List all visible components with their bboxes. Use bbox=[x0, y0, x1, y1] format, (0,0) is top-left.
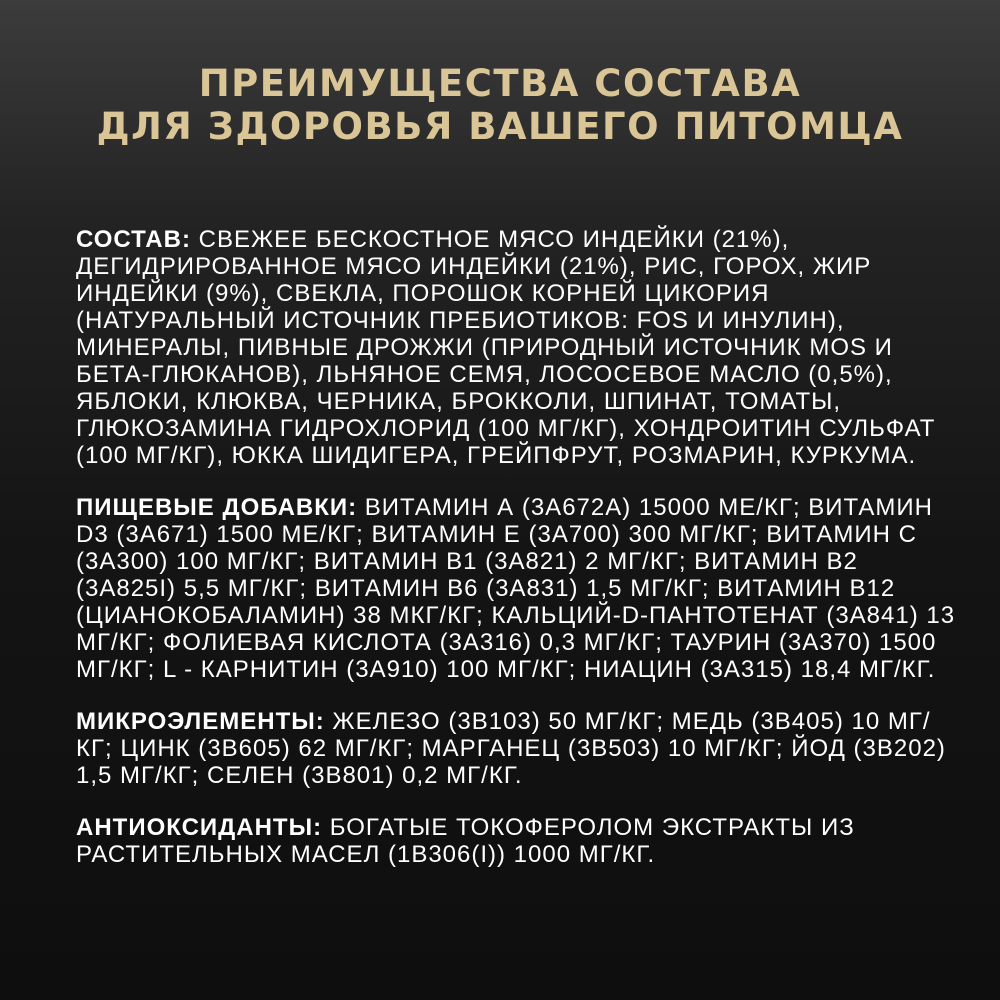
composition-text: СВЕЖЕЕ БЕСКОСТНОЕ МЯСО ИНДЕЙКИ (21%), ДЕГИДРИРОВАННОЕ МЯСО ИНДЕЙКИ (21%), РИС, ГОРОХ, ЖИР ИНДЕЙКИ (9%), СВЕКЛА, ПОРОШОК КОРНЕЙ ЦИКОРИЯ (НАТУРАЛЬНЫЙ ИСТОЧНИК ПРЕБИОТИКОВ: FOS И ИНУЛИН), МИНЕРАЛЫ, ПИВНЫЕ ДРОЖЖИ (ПРИРОДНЫЙ ИСТОЧНИК MOS И БЕТА-ГЛЮКАНОВ), ЛЬНЯНОЕ СЕМЯ, ЛОСОСЕВОЕ МАСЛО (0,5%), ЯБЛОКИ, КЛЮКВА, ЧЕРНИКА, БРОККОЛИ, ШПИНАТ, ТОМАТЫ, ГЛЮКОЗАМИНА ГИДРОХЛОРИД (100 МГ/КГ), ХОНДРОИТИН СУЛЬФАТ (100 МГ/КГ), ЮККА ШИДИГЕРА, ГРЕЙПФРУТ, РОЗМАРИН, КУРКУМА. bbox=[76, 226, 936, 469]
microelements-label: МИКРОЭЛЕМЕНТЫ: bbox=[76, 708, 325, 735]
additives-text: ВИТАМИН А (3А672А) 15000 МЕ/КГ; ВИТАМИН D3 (3А671) 1500 МЕ/КГ; ВИТАМИН Е (3А700) 300 МГ/КГ; ВИТАМИН С (3А300) 100 МГ/КГ; ВИТАМИН В1 (3А821) 2 МГ/КГ; ВИТАМИН В2 (3А825I) 5,5 МГ/КГ; ВИТАМИН В6 (3А831) 1,5 МГ/КГ; ВИТАМИН В12 (ЦИАНОКОБАЛАМИН) 38 МКГ/КГ; КАЛЬЦИЙ-D-ПАНТОТЕНАТ (3А841) 13 МГ/КГ; ФОЛИЕВАЯ КИСЛОТА (3А316) 0,3 МГ/КГ; ТАУРИН (3А370) 1500 МГ/КГ; L - КАРНИТИН (3А910) 100 МГ/КГ; НИАЦИН (3А315) 18,4 МГ/КГ. bbox=[76, 494, 956, 683]
antioxidants-label: АНТИОКСИДАНТЫ: bbox=[76, 814, 323, 841]
microelements-text: ЖЕЛЕЗО (3В103) 50 МГ/КГ; МЕДЬ (3В405) 10 МГ/КГ; ЦИНК (3В605) 62 МГ/КГ; МАРГАНЕЦ (3В503) 10 МГ/КГ; ЙОД (3В202) 1,5 МГ/КГ; СЕЛЕН (3В801) 0,2 МГ/КГ. bbox=[76, 708, 946, 789]
additives-label: ПИЩЕВЫЕ ДОБАВКИ: bbox=[76, 494, 358, 521]
page-title bbox=[40, 62, 960, 148]
composition-section bbox=[76, 226, 956, 469]
composition-label: СОСТАВ: bbox=[76, 226, 191, 253]
antioxidants-section bbox=[76, 814, 956, 868]
additives-section bbox=[76, 494, 956, 683]
title-line-2: ДЛЯ ЗДОРОВЬЯ ВАШЕГО ПИТОМЦА bbox=[96, 105, 904, 148]
composition-content bbox=[76, 226, 956, 893]
title-line-1: ПРЕИМУЩЕСТВА СОСТАВА bbox=[198, 62, 802, 105]
antioxidants-text: БОГАТЫЕ ТОКОФЕРОЛОМ ЭКСТРАКТЫ ИЗ РАСТИТЕЛЬНЫХ МАСЕЛ (1В306(I)) 1000 МГ/КГ. bbox=[76, 814, 855, 868]
microelements-section bbox=[76, 708, 956, 789]
